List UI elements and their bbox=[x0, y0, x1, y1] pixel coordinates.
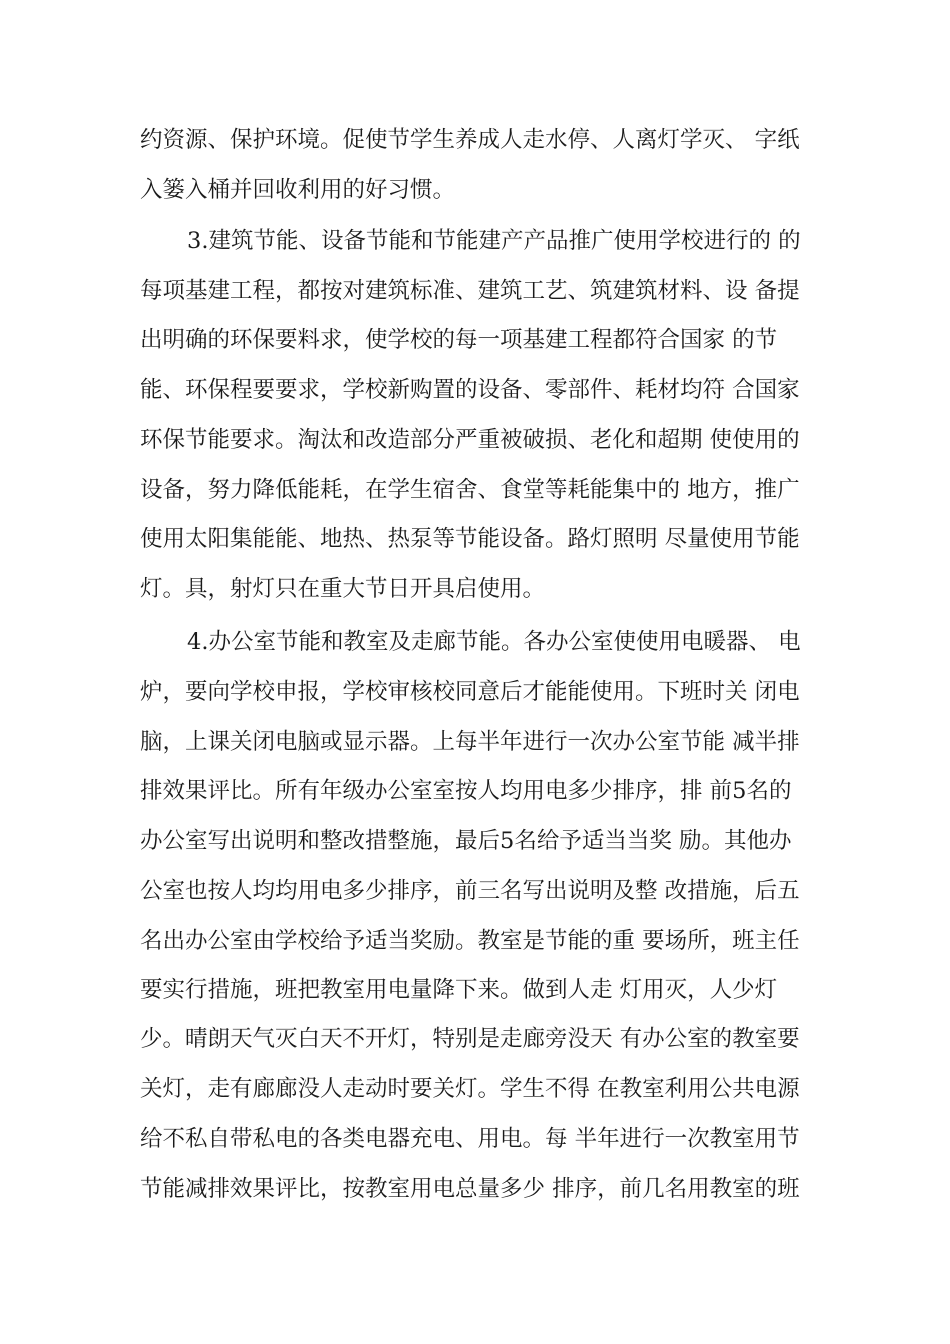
paragraph-3-line-1: 4.办公室节能和教室及走廊节能。各办公室使使用电暖器、 电 bbox=[187, 629, 801, 655]
paragraph-3-line-5: 办公室写出说明和整改措整施，最后5名给予适当当奖 励。其他办 bbox=[140, 828, 792, 854]
paragraph-1-line-2: 入篓入桶并回收利用的好习惯。 bbox=[140, 177, 456, 203]
paragraph-3-line-4: 排效果评比。所有年级办公室室按人均用电多少排序，排 前5名的 bbox=[140, 778, 792, 804]
paragraph-3-line-10: 关灯，走有廊廊没人走动时要关灯。学生不得 在教室利用公共电源 bbox=[140, 1076, 800, 1102]
paragraph-2-line-5: 环保节能要求。淘汰和改造部分严重被破损、老化和超期 使使用的 bbox=[140, 427, 800, 453]
paragraph-2-line-8: 灯。具，射灯只在重大节日开具启使用。 bbox=[140, 576, 546, 602]
paragraph-2-line-2: 每项基建工程，都按对建筑标准、建筑工艺、筑建筑材料、设 备提 bbox=[140, 278, 800, 304]
paragraph-3-line-7: 名出办公室由学校给予适当奖励。教室是节能的重 要场所，班主任 bbox=[140, 928, 800, 954]
paragraph-3-line-12: 节能减排效果评比，按教室用电总量多少 排序，前几名用教室的班 bbox=[140, 1176, 800, 1202]
paragraph-3-line-2: 炉，要向学校申报，学校审核校同意后才能能使用。下班时关 闭电 bbox=[140, 679, 800, 705]
paragraph-2-line-1: 3.建筑节能、设备节能和节能建产产品推广使用学校进行的 的 bbox=[187, 228, 801, 254]
paragraph-2-line-6: 设备，努力降低能耗，在学生宿舍、食堂等耗能集中的 地方，推广 bbox=[140, 477, 800, 503]
paragraph-3-line-6: 公室也按人均均用电多少排序，前三名写出说明及整 改措施，后五 bbox=[140, 878, 800, 904]
paragraph-2-line-4: 能、环保程要要求，学校新购置的设备、零部件、耗材均符 合国家 bbox=[140, 377, 800, 403]
paragraph-3-line-9: 少。晴朗天气灭白天不开灯，特别是走廊旁没天 有办公室的教室要 bbox=[140, 1026, 800, 1052]
paragraph-1-line-1: 约资源、保护环境。促使节学生养成人走水停、人离灯学灭、 字纸 bbox=[140, 127, 800, 153]
paragraph-3-line-3: 脑，上课关闭电脑或显示器。上每半年进行一次办公室节能 减半排 bbox=[140, 729, 800, 755]
paragraph-2-line-3: 出明确的环保要料求，使学校的每一项基建工程都符合国家 的节 bbox=[140, 327, 778, 353]
paragraph-3-line-8: 要实行措施，班把教室用电量降下来。做到人走 灯用灭，人少灯 bbox=[140, 977, 778, 1003]
paragraph-3-line-11: 给不私自带私电的各类电器充电、用电。每 半年进行一次教室用节 bbox=[140, 1126, 800, 1152]
paragraph-2-line-7: 使用太阳集能能、地热、热泵等节能设备。路灯照明 尽量使用节能 bbox=[140, 526, 800, 552]
